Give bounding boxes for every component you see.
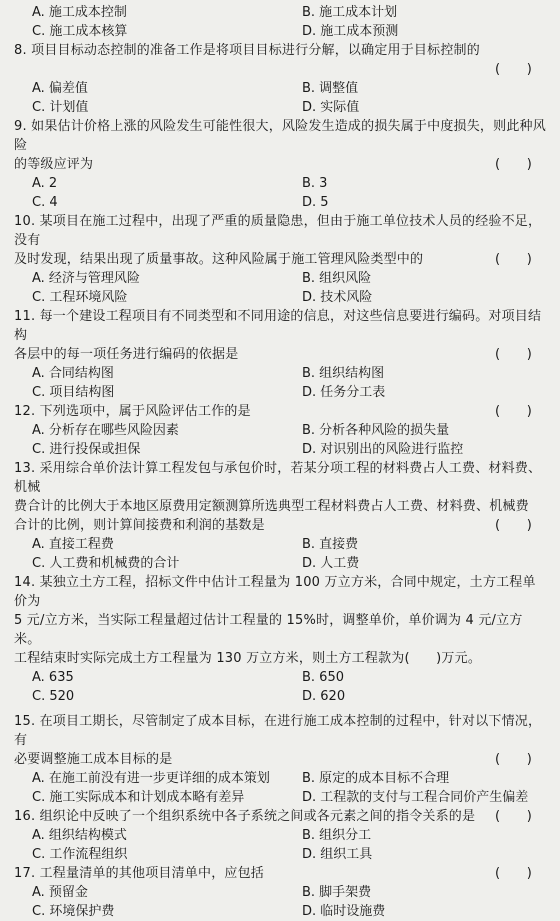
q15-option-c: C. 施工实际成本和计划成本略有差异	[32, 790, 245, 805]
q10-answer-paren[interactable]: ( )	[495, 252, 532, 267]
q12-option-a: A. 分析存在哪些风险因素	[32, 423, 179, 438]
q9-option-a: A. 2	[32, 176, 58, 191]
q8-option-a: A. 偏差值	[32, 81, 88, 96]
question-8	[14, 41, 546, 117]
q17-stem-line-1-text: 17. 工程量清单的其他项目清单中，应包括	[14, 866, 265, 881]
q13-option-a: A. 直接工程费	[32, 537, 114, 552]
q13-answer-paren[interactable]: ( )	[495, 518, 532, 533]
q14-option-d: D. 620	[302, 689, 346, 704]
q13-stem-line-2: 费合计的比例大于本地区原费用定额测算所选典型工程材料费占人工费、材料费、机械费	[14, 499, 529, 514]
q10-option-a: A. 经济与管理风险	[32, 271, 140, 286]
question-9	[14, 117, 546, 212]
q14-stem-line-2: 5 元/立方米，当实际工程量超过估计工程量的 15%时，调整单价，单价调为 4 元/立方米。	[14, 613, 523, 647]
q14-option-a: A. 635	[32, 670, 74, 685]
q11-stem-line-2-text: 各层中的每一项任务进行编码的依据是	[14, 347, 239, 362]
q10-option-b: B. 组织风险	[302, 271, 372, 286]
q17-stem-line-1	[14, 864, 546, 883]
q9-answer-paren[interactable]: ( )	[495, 157, 532, 172]
q16-stem-line-1	[14, 807, 546, 826]
q12-option-d: D. 对识别出的风险进行监控	[302, 442, 464, 457]
question-16	[14, 807, 546, 864]
question-11	[14, 307, 546, 402]
q16-options	[14, 826, 546, 864]
q15-stem-line-1: 15. 在项目工期长，尽管制定了成本目标，在进行施工成本控制的过程中，针对以下情况，有	[14, 714, 542, 748]
q7-option-d: D. 施工成本预测	[302, 24, 399, 39]
q17-option-c: C. 环境保护费	[32, 904, 115, 919]
q9-option-b: B. 3	[302, 176, 328, 191]
q11-option-d: D. 任务分工表	[302, 385, 386, 400]
q8-option-b: B. 调整值	[302, 81, 359, 96]
q12-option-c: C. 进行投保或担保	[32, 442, 141, 457]
q9-option-c: C. 4	[32, 195, 58, 210]
q15-option-d: D. 工程款的支付与工程合同价产生偏差	[302, 790, 529, 805]
q10-option-d: D. 技术风险	[302, 290, 373, 305]
q15-option-a: A. 在施工前没有进一步更详细的成本策划	[32, 771, 270, 786]
q9-options	[14, 174, 546, 212]
q17-option-b: B. 脚手架费	[302, 885, 372, 900]
question-17	[14, 864, 546, 921]
q7-option-b: B. 施工成本计划	[302, 5, 398, 20]
q7-option-c: C. 施工成本核算	[32, 24, 128, 39]
q9-option-d: D. 5	[302, 195, 329, 210]
q16-option-b: B. 组织分工	[302, 828, 372, 843]
q12-answer-paren[interactable]: ( )	[495, 404, 532, 419]
q9-stem-line-2	[14, 155, 546, 174]
q14-option-b: B. 650	[302, 670, 344, 685]
q8-stem-line-1: 8. 项目目标动态控制的准备工作是将项目目标进行分解，以确定用于目标控制的	[14, 43, 480, 58]
q10-options	[14, 269, 546, 307]
q15-options	[14, 769, 546, 807]
q16-option-a: A. 组织结构模式	[32, 828, 127, 843]
q14-stem-line-3: 工程结束时实际完成土方工程量为 130 万立方米，则土方工程款为( )万元。	[14, 651, 482, 666]
q12-option-b: B. 分析各种风险的损失量	[302, 423, 450, 438]
q10-stem-line-2	[14, 250, 546, 269]
question-14	[14, 573, 546, 706]
q13-stem-line-3	[14, 516, 546, 535]
q12-stem-line-1	[14, 402, 546, 421]
question-12	[14, 402, 546, 459]
q11-option-c: C. 项目结构图	[32, 385, 115, 400]
q17-option-a: A. 预留金	[32, 885, 88, 900]
q8-answer-paren[interactable]: ( )	[495, 62, 532, 77]
q13-options	[14, 535, 546, 573]
q11-stem-line-2	[14, 345, 546, 364]
question-15	[14, 712, 546, 807]
q11-answer-paren[interactable]: ( )	[495, 347, 532, 362]
q13-option-c: C. 人工费和机械费的合计	[32, 556, 180, 571]
question-10	[14, 212, 546, 307]
q17-answer-paren[interactable]: ( )	[495, 866, 532, 881]
q8-options	[14, 79, 546, 117]
q14-stem-line-1: 14. 某独立土方工程，招标文件中估计工程量为 100 万立方米，合同中规定，土方工程单价为	[14, 575, 536, 609]
q16-answer-paren[interactable]: ( )	[495, 809, 532, 824]
q7-option-a: A. 施工成本控制	[32, 5, 127, 20]
question-13	[14, 459, 546, 573]
q11-option-b: B. 组织结构图	[302, 366, 385, 381]
q10-stem-line-1: 10. 某项目在施工过程中，出现了严重的质量隐患，但由于施工单位技术人员的经验不足，没有	[14, 214, 542, 248]
q9-stem-line-1: 9. 如果估计价格上涨的风险发生可能性很大，风险发生造成的损失属于中度损失，则此种风险	[14, 119, 546, 153]
q13-option-d: D. 人工费	[302, 556, 360, 571]
q11-option-a: A. 合同结构图	[32, 366, 114, 381]
q12-stem-line-1-text: 12. 下列选项中，属于风险评估工作的是	[14, 404, 251, 419]
q15-answer-paren[interactable]: ( )	[495, 752, 532, 767]
q10-stem-line-2-text: 及时发现，结果出现了质量事故。这种风险属于施工管理风险类型中的	[14, 252, 424, 267]
q16-stem-line-1-text: 16. 组织论中反映了一个组织系统中各子系统之间或各元素之间的指令关系的是	[14, 809, 476, 824]
q15-stem-line-2-text: 必要调整施工成本目标的是	[14, 752, 173, 767]
q15-stem-line-2	[14, 750, 546, 769]
q7-options	[14, 3, 546, 41]
q13-stem-line-1: 13. 采用综合单价法计算工程发包与承包价时，若某分项工程的材料费占人工费、材料费、机械	[14, 461, 542, 495]
q17-options	[14, 883, 546, 921]
q15-option-b: B. 原定的成本目标不合理	[302, 771, 450, 786]
q8-option-c: C. 计划值	[32, 100, 89, 115]
q13-stem-line-3-text: 合计的比例，则计算间接费和利润的基数是	[14, 518, 265, 533]
q13-option-b: B. 直接费	[302, 537, 359, 552]
q14-options	[14, 668, 546, 706]
q8-option-d: D. 实际值	[302, 100, 360, 115]
q14-option-c: C. 520	[32, 689, 75, 704]
q16-option-c: C. 工作流程组织	[32, 847, 128, 862]
q11-options	[14, 364, 546, 402]
q17-option-d: D. 临时设施费	[302, 904, 386, 919]
q10-option-c: C. 工程环境风险	[32, 290, 128, 305]
q8-answer-row	[14, 60, 546, 79]
q9-stem-line-2-text: 的等级应评为	[14, 157, 94, 172]
q12-options	[14, 421, 546, 459]
q11-stem-line-1: 11. 每一个建设工程项目有不同类型和不同用途的信息，对这些信息要进行编码。对项目结构	[14, 309, 542, 343]
q16-option-d: D. 组织工具	[302, 847, 373, 862]
